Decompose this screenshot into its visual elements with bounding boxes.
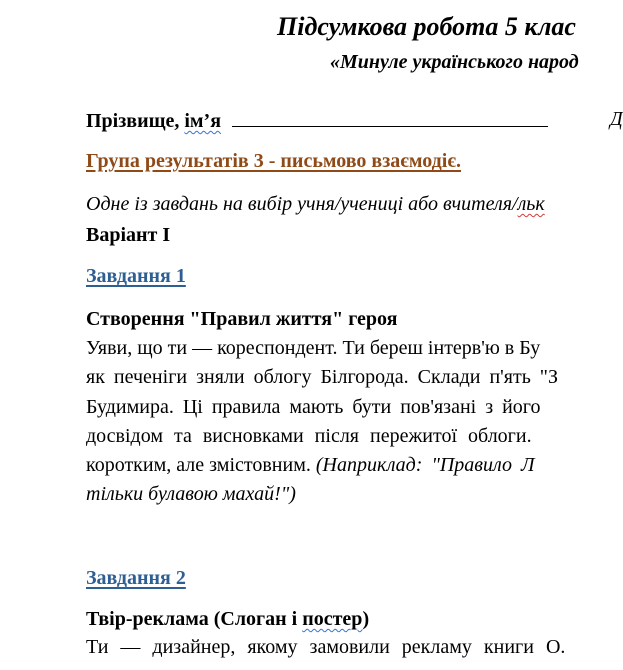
task-2-subheading xyxy=(86,608,369,631)
task-1-heading: Завдання 1 xyxy=(86,265,186,287)
task-2-subheading-text: Твір-реклама (Слоган і xyxy=(86,608,303,630)
name-blank-line[interactable] xyxy=(232,108,548,127)
task-2-heading: Завдання 2 xyxy=(86,567,186,589)
task-1-line-1: Уяви, що ти — кореспондент. Ти береш інтерв'ю в Бу xyxy=(86,337,541,359)
task-1-line-5 xyxy=(86,454,535,477)
task-choice-note xyxy=(86,193,545,216)
task-1-line-2: як печеніги зняли облогу Білгорода. Склади п'ять "З xyxy=(86,366,558,388)
document-title: Підсумкова робота 5 клас xyxy=(277,12,576,41)
task-2-subheading-word: постер xyxy=(302,608,363,630)
task-1-example-part-1: (Наприклад: "Правило Л xyxy=(315,454,535,476)
document-subtitle: «Минуле українського народ xyxy=(330,51,579,73)
task-1-line-5-text: коротким, але змістовним. xyxy=(86,454,316,476)
task-1-line-3: Будимира. Ці правила мають бути пов'язані з його xyxy=(86,396,541,418)
task-2-line-1: Ти — дизайнер, якому замовили рекламу книги О. xyxy=(86,636,566,658)
task-1-subheading: Створення "Правил життя" героя xyxy=(86,308,398,330)
name-field-row xyxy=(86,108,623,133)
task-2-subheading-end: ) xyxy=(362,608,370,630)
group-heading: Група результатів 3 - письмово взаємодіє. xyxy=(86,150,461,172)
task-choice-word: льк xyxy=(517,193,545,215)
task-choice-text: Одне із завдань на вибір учня/учениці або вчителя/ xyxy=(86,193,518,215)
variant-heading: Варіант І xyxy=(86,224,171,246)
task-1-line-4: досвідом та висновками після пережитої облоги. xyxy=(86,425,532,447)
name-label-word: ім’я xyxy=(184,110,222,132)
name-label: Прізвище, xyxy=(86,110,185,132)
task-1-example-part-2: тільки булавою махай!") xyxy=(86,483,296,505)
name-row-extra: Д xyxy=(610,108,623,130)
